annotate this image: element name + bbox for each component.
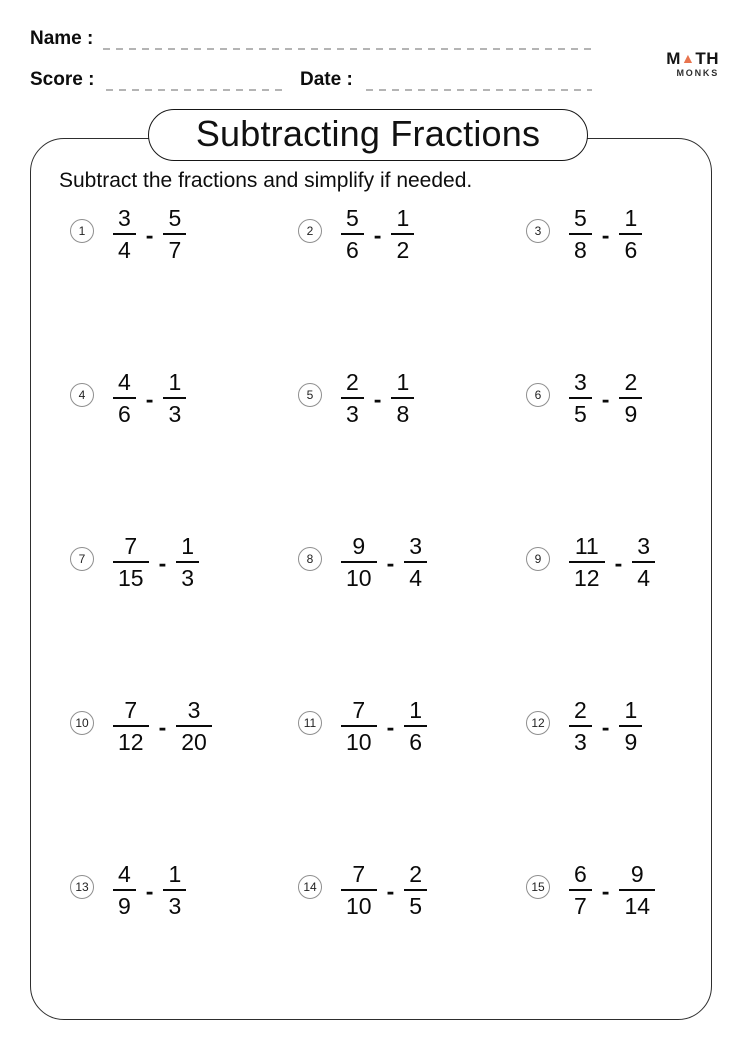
- minus-sign: -: [158, 549, 167, 576]
- fraction-numerator: 7: [341, 862, 377, 891]
- minus-sign: -: [145, 877, 154, 904]
- fraction-numerator: 3: [404, 534, 427, 563]
- fraction-numerator: 9: [619, 862, 655, 891]
- problem-13: [70, 862, 298, 918]
- fraction-denominator: 3: [181, 565, 195, 591]
- fraction-numerator: 7: [341, 698, 377, 727]
- fraction-denominator: 3: [346, 401, 359, 427]
- fraction-minuend: [341, 206, 364, 262]
- fraction-minuend: [341, 862, 377, 918]
- minus-sign: -: [601, 713, 610, 740]
- problem-number: 3: [526, 219, 550, 243]
- fraction-numerator: 1: [176, 534, 199, 563]
- fraction-denominator: 12: [118, 729, 144, 755]
- fraction-numerator: 3: [632, 534, 655, 563]
- fraction-denominator: 8: [396, 401, 410, 427]
- date-label: Date :: [300, 69, 353, 90]
- fraction-denominator: 10: [346, 565, 372, 591]
- problems-grid: [70, 152, 684, 972]
- problem-11: [298, 698, 526, 754]
- problem-number: 6: [526, 383, 550, 407]
- fraction-numerator: 1: [404, 698, 427, 727]
- fraction-denominator: 9: [118, 893, 131, 919]
- fraction-denominator: 6: [409, 729, 423, 755]
- problem-number: 12: [526, 711, 550, 735]
- logo-subtext: MONKS: [676, 68, 719, 78]
- fraction-minuend: [569, 206, 592, 262]
- problem-number: 10: [70, 711, 94, 735]
- minus-sign: -: [386, 713, 395, 740]
- problem-1: [70, 206, 298, 262]
- problem-number: 8: [298, 547, 322, 571]
- problem-number: 1: [70, 219, 94, 243]
- fraction-minuend: [113, 370, 136, 426]
- fraction-denominator: 6: [624, 237, 638, 263]
- fraction-subtrahend: [391, 370, 414, 426]
- fraction-denominator: 10: [346, 893, 372, 919]
- fraction-denominator: 4: [118, 237, 131, 263]
- problem-number: 13: [70, 875, 94, 899]
- fraction-denominator: 15: [118, 565, 144, 591]
- fraction-numerator: 1: [391, 370, 414, 399]
- fraction-subtrahend: [619, 698, 642, 754]
- name-label: Name :: [30, 28, 94, 49]
- problem-3: [526, 206, 684, 262]
- fraction-minuend: [569, 370, 592, 426]
- fraction-denominator: 20: [181, 729, 207, 755]
- fraction-numerator: 2: [569, 698, 592, 727]
- fraction-subtrahend: [391, 206, 414, 262]
- fraction-subtrahend: [619, 370, 642, 426]
- problem-14: [298, 862, 526, 918]
- fraction-denominator: 4: [637, 565, 651, 591]
- instruction-text: Subtract the fractions and simplify if needed.: [59, 169, 473, 192]
- fraction-numerator: 2: [404, 862, 427, 891]
- math-monks-logo: [651, 50, 719, 78]
- problem-4: [70, 370, 298, 426]
- problem-number: 5: [298, 383, 322, 407]
- fraction-numerator: 1: [163, 370, 186, 399]
- page-title: Subtracting Fractions: [148, 109, 588, 161]
- fraction-numerator: 1: [619, 698, 642, 727]
- score-fill-line: [106, 89, 287, 91]
- fraction-denominator: 12: [574, 565, 600, 591]
- fraction-denominator: 5: [574, 401, 587, 427]
- logo-triangle-icon: ▲: [680, 50, 696, 66]
- fraction-subtrahend: [176, 698, 212, 754]
- fraction-subtrahend: [619, 862, 655, 918]
- fraction-numerator: 5: [569, 206, 592, 235]
- fraction-numerator: 7: [113, 698, 149, 727]
- fraction-denominator: 6: [346, 237, 359, 263]
- fraction-denominator: 3: [168, 401, 182, 427]
- problem-6: [526, 370, 684, 426]
- fraction-denominator: 9: [624, 729, 638, 755]
- fraction-minuend: [341, 698, 377, 754]
- date-fill-line: [366, 89, 592, 91]
- fraction-minuend: [113, 206, 136, 262]
- fraction-minuend: [113, 534, 149, 590]
- fraction-subtrahend: [404, 862, 427, 918]
- problem-number: 7: [70, 547, 94, 571]
- score-label: Score :: [30, 69, 95, 90]
- minus-sign: -: [145, 221, 154, 248]
- minus-sign: -: [601, 385, 610, 412]
- fraction-numerator: 4: [113, 370, 136, 399]
- minus-sign: -: [373, 221, 382, 248]
- fraction-numerator: 6: [569, 862, 592, 891]
- minus-sign: -: [158, 713, 167, 740]
- fraction-numerator: 2: [341, 370, 364, 399]
- problem-number: 4: [70, 383, 94, 407]
- problem-7: [70, 534, 298, 590]
- minus-sign: -: [601, 877, 610, 904]
- fraction-numerator: 3: [176, 698, 212, 727]
- fraction-numerator: 2: [619, 370, 642, 399]
- logo-wordmark: [651, 50, 719, 67]
- problem-9: [526, 534, 684, 590]
- fraction-subtrahend: [404, 534, 427, 590]
- fraction-denominator: 2: [396, 237, 410, 263]
- fraction-numerator: 5: [163, 206, 186, 235]
- fraction-denominator: 9: [624, 401, 638, 427]
- problem-8: [298, 534, 526, 590]
- fraction-subtrahend: [163, 206, 186, 262]
- fraction-denominator: 6: [118, 401, 131, 427]
- fraction-denominator: 8: [574, 237, 587, 263]
- fraction-numerator: 1: [619, 206, 642, 235]
- fraction-subtrahend: [163, 862, 186, 918]
- fraction-numerator: 1: [391, 206, 414, 235]
- fraction-numerator: 4: [113, 862, 136, 891]
- minus-sign: -: [145, 385, 154, 412]
- name-fill-line: [103, 48, 592, 50]
- fraction-subtrahend: [404, 698, 427, 754]
- fraction-minuend: [569, 698, 592, 754]
- problem-2: [298, 206, 526, 262]
- fraction-minuend: [569, 534, 605, 590]
- minus-sign: -: [601, 221, 610, 248]
- fraction-denominator: 7: [168, 237, 182, 263]
- fraction-subtrahend: [176, 534, 199, 590]
- fraction-minuend: [113, 698, 149, 754]
- fraction-subtrahend: [163, 370, 186, 426]
- problem-10: [70, 698, 298, 754]
- fraction-numerator: 11: [569, 534, 605, 563]
- fraction-numerator: 1: [163, 862, 186, 891]
- fraction-denominator: 7: [574, 893, 587, 919]
- fraction-numerator: 3: [569, 370, 592, 399]
- logo-letters-th: TH: [695, 49, 719, 68]
- fraction-denominator: 3: [574, 729, 587, 755]
- problem-12: [526, 698, 684, 754]
- problem-15: [526, 862, 684, 918]
- minus-sign: -: [373, 385, 382, 412]
- fraction-subtrahend: [619, 206, 642, 262]
- fraction-subtrahend: [632, 534, 655, 590]
- problem-number: 15: [526, 875, 550, 899]
- fraction-minuend: [113, 862, 136, 918]
- fraction-denominator: 10: [346, 729, 372, 755]
- fraction-numerator: 5: [341, 206, 364, 235]
- fraction-numerator: 7: [113, 534, 149, 563]
- fraction-denominator: 4: [409, 565, 423, 591]
- minus-sign: -: [386, 549, 395, 576]
- fraction-minuend: [569, 862, 592, 918]
- fraction-denominator: 3: [168, 893, 182, 919]
- problem-number: 11: [298, 711, 322, 735]
- fraction-denominator: 14: [624, 893, 651, 919]
- problem-number: 14: [298, 875, 322, 899]
- minus-sign: -: [614, 549, 623, 576]
- logo-letter-m: M: [666, 49, 681, 68]
- problem-5: [298, 370, 526, 426]
- fraction-denominator: 5: [409, 893, 423, 919]
- fraction-numerator: 9: [341, 534, 377, 563]
- fraction-minuend: [341, 534, 377, 590]
- fraction-minuend: [341, 370, 364, 426]
- fraction-numerator: 3: [113, 206, 136, 235]
- problem-number: 2: [298, 219, 322, 243]
- problem-number: 9: [526, 547, 550, 571]
- minus-sign: -: [386, 877, 395, 904]
